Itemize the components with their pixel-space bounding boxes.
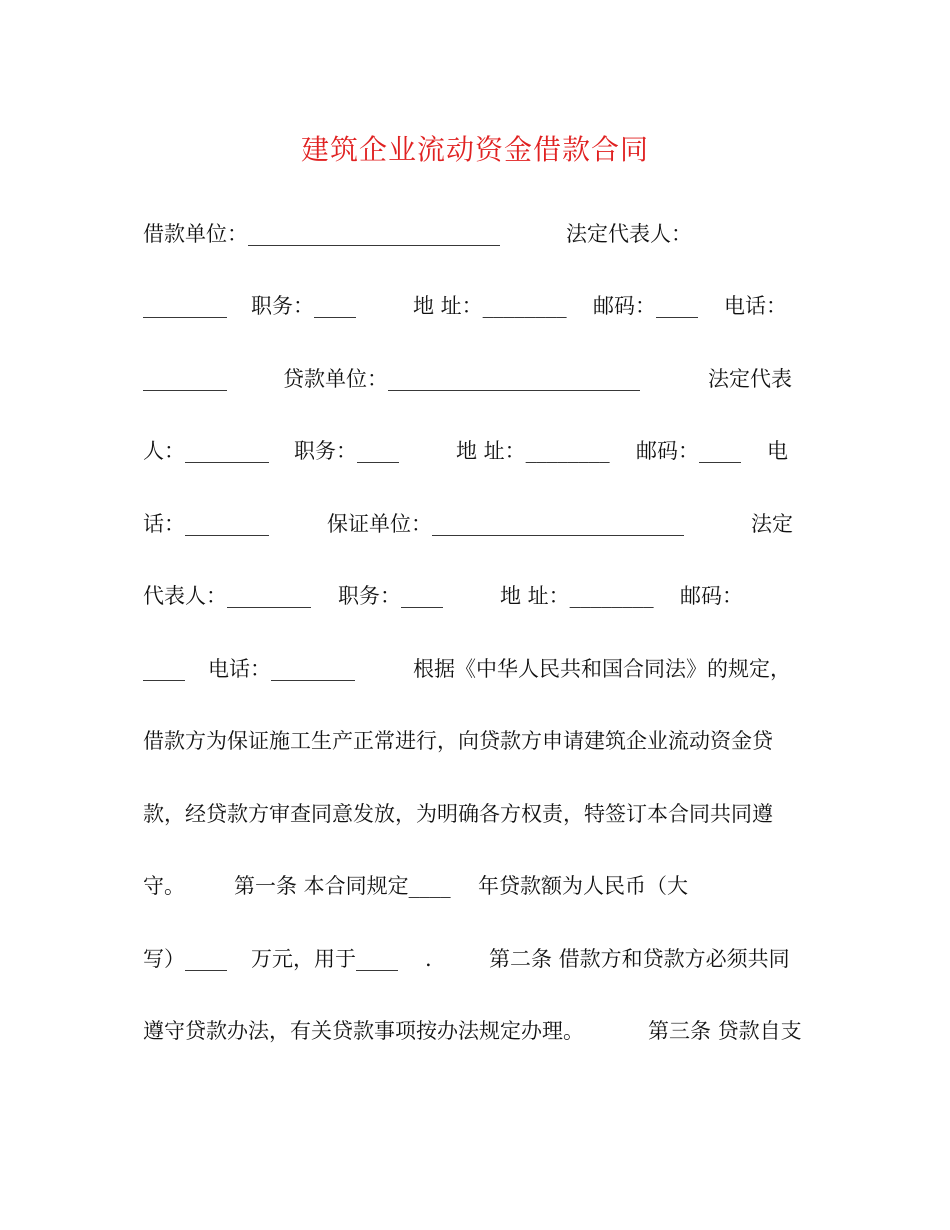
text-line-8 [143,726,823,756]
text-segment: 地 址：________ [456,439,610,463]
text-line-5 [143,509,823,539]
text-segment: 职务：____ [338,584,443,608]
document-title: 建筑企业流动资金借款合同 [300,133,649,166]
text-segment: 保证单位：________________________ [327,512,684,536]
text-segment: . [425,947,432,971]
text-line-11 [143,944,823,974]
text-line-12 [143,1016,823,1046]
text-line-6 [143,581,823,611]
text-segment: 话：________ [143,512,269,536]
text-line-9 [143,799,823,829]
text-segment: 根据《中华人民共和国合同法》的规定， [413,657,791,681]
text-segment: ____ [143,657,185,681]
text-segment: 电话： [724,294,787,318]
text-segment: 第三条 贷款自支 [648,1019,802,1043]
text-line-3 [143,364,823,394]
text-segment: 守。 [143,874,185,898]
text-line-10 [143,871,823,901]
text-segment: 法定代表 [708,367,792,391]
text-segment: 电话：________ [208,657,355,681]
text-segment: 职务：____ [251,294,356,318]
text-segment: 第一条 本合同规定____ [234,874,451,898]
text-segment: ________ [143,294,227,318]
text-line-2 [143,291,823,321]
text-segment: 法定 [751,512,793,536]
text-segment: 写）____ [143,947,227,971]
text-segment: 遵守贷款办法，有关贷款事项按办法规定办理。 [143,1019,584,1043]
text-line-1 [143,219,823,249]
text-segment: 地 址：________ [500,584,654,608]
text-segment: 代表人：________ [143,584,311,608]
text-segment: ________ [143,367,227,391]
text-segment: 电 [767,439,788,463]
text-segment: 借款单位：________________________ [143,222,500,246]
text-segment: 贷款单位：________________________ [283,367,640,391]
text-segment: 人：________ [143,439,269,463]
text-line-4 [143,436,823,466]
text-segment: 职务：____ [294,439,399,463]
text-segment: 借款方为保证施工生产正常进行，向贷款方申请建筑企业流动资金贷 [143,729,773,753]
text-segment: 法定代表人： [566,222,692,246]
text-segment: 万元，用于____ [251,947,398,971]
text-segment: 邮码：____ [636,439,741,463]
text-segment: 第二条 借款方和贷款方必须共同 [489,947,790,971]
text-line-7 [143,654,823,684]
text-segment: 款，经贷款方审查同意发放，为明确各方权责，特签订本合同共同遵 [143,802,773,826]
text-segment: 邮码：____ [593,294,698,318]
text-segment: 邮码： [680,584,743,608]
text-segment: 地 址：________ [413,294,567,318]
text-segment: 年贷款额为人民币（大 [478,874,688,898]
